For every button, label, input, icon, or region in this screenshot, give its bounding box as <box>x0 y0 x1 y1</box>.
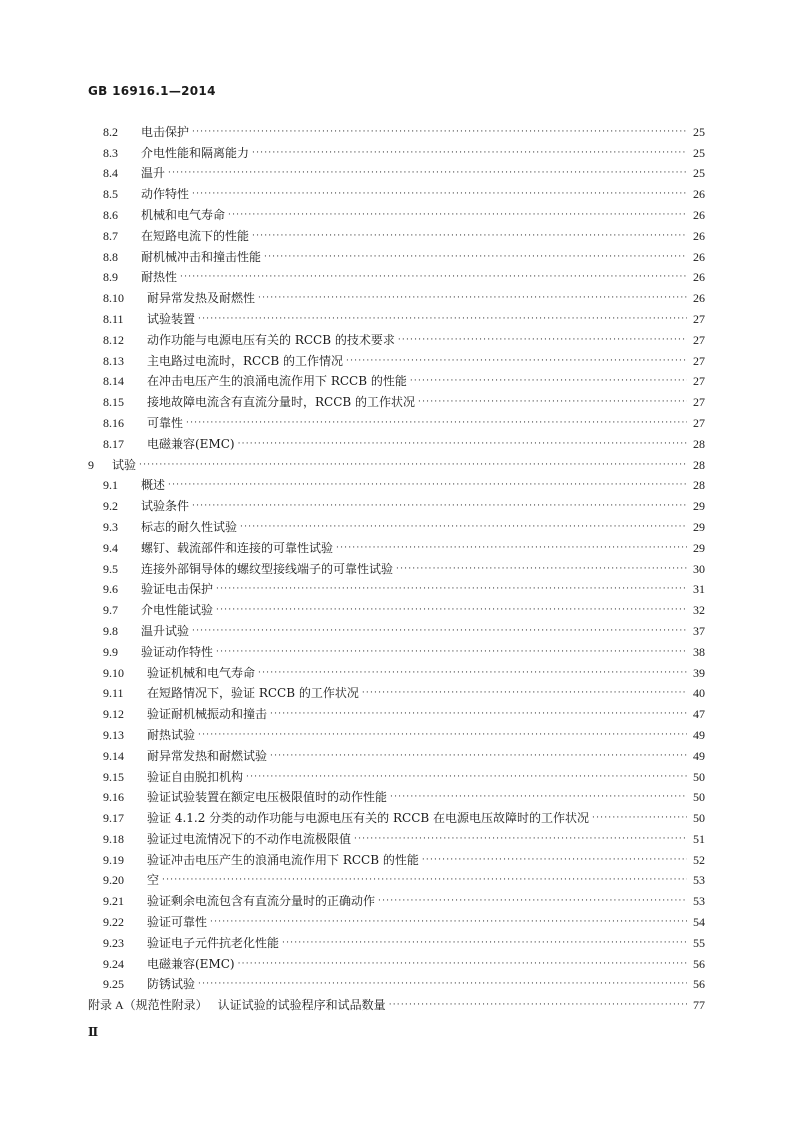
toc-entry-page: 26 <box>693 291 705 306</box>
toc-entry[interactable] <box>88 908 705 929</box>
toc-entry[interactable] <box>88 492 705 513</box>
dot-leader <box>186 416 687 430</box>
toc-entry[interactable] <box>88 513 705 534</box>
toc-entry-number: 9.21 <box>103 894 124 909</box>
toc-entry[interactable] <box>88 846 705 867</box>
dot-leader <box>238 957 687 971</box>
toc-entry[interactable] <box>88 201 705 222</box>
dot-leader <box>398 333 687 347</box>
dot-leader <box>162 873 687 887</box>
toc-entry-number: 8.3 <box>103 145 118 160</box>
toc-entry-number: 9 <box>88 457 94 472</box>
toc-entry-title: 在冲击电压产生的浪涌电流作用下 RCCB 的性能 <box>147 374 407 389</box>
toc-entry[interactable] <box>88 368 705 389</box>
toc-entry-page: 31 <box>693 582 705 597</box>
dot-leader <box>592 811 687 825</box>
toc-entry-page: 26 <box>693 270 705 285</box>
dot-leader <box>410 374 687 388</box>
toc-entry[interactable] <box>88 659 705 680</box>
dot-leader <box>198 312 687 326</box>
toc-entry-title: 介电性能试验 <box>141 603 214 618</box>
toc-entry-page: 25 <box>693 145 705 160</box>
toc-entry-number: 9.3 <box>103 519 118 534</box>
toc-entry[interactable] <box>88 222 705 243</box>
toc-entry[interactable] <box>88 118 705 139</box>
toc-entry-page: 50 <box>693 769 705 784</box>
toc-entry-title: 耐热性 <box>141 270 178 285</box>
dot-leader <box>282 936 687 950</box>
toc-entry-number: 9.18 <box>103 831 124 846</box>
toc-entry-number: 8.11 <box>103 311 124 326</box>
standard-number: GB 16916.1—2014 <box>88 84 216 98</box>
toc-entry-page: 29 <box>693 499 705 514</box>
dot-leader <box>240 520 687 534</box>
toc-entry-title: 耐异常发热和耐燃试验 <box>147 748 268 763</box>
toc-entry[interactable] <box>88 534 705 555</box>
toc-entry[interactable] <box>88 347 705 368</box>
toc-entry-number: 9.15 <box>103 769 124 784</box>
toc-entry-page: 53 <box>693 873 705 888</box>
toc-entry[interactable] <box>88 388 705 409</box>
toc-entry-number: 9.1 <box>103 478 118 493</box>
toc-entry-title: 认证试验的试验程序和试品数量 <box>217 998 386 1013</box>
toc-entry-page: 25 <box>693 166 705 181</box>
dot-leader <box>252 146 687 160</box>
toc-entry[interactable] <box>88 950 705 971</box>
toc-entry[interactable] <box>88 680 705 701</box>
dot-leader <box>362 686 687 700</box>
toc-entry-page: 27 <box>693 353 705 368</box>
toc-entry[interactable] <box>88 617 705 638</box>
toc-entry-number: 8.12 <box>103 332 124 347</box>
toc-entry-number: 9.11 <box>103 686 124 701</box>
toc-entry-title: 可靠性 <box>147 415 184 430</box>
dot-leader <box>252 229 687 243</box>
toc-entry-title: 电击保护 <box>141 124 190 139</box>
toc-entry-number: 8.16 <box>103 415 124 430</box>
toc-entry-number: 8.6 <box>103 207 118 222</box>
toc-entry[interactable] <box>88 284 705 305</box>
toc-entry[interactable] <box>88 971 705 992</box>
toc-entry-title: 主电路过电流时，RCCB 的工作情况 <box>147 353 344 368</box>
toc-entry-number: 8.14 <box>103 374 124 389</box>
toc-entry-title: 验证电击保护 <box>141 582 214 597</box>
toc-entry-number: 8.15 <box>103 395 124 410</box>
toc-entry-page: 55 <box>693 935 705 950</box>
toc-entry-title: 概述 <box>141 478 166 493</box>
dot-leader <box>192 187 687 201</box>
dot-leader <box>270 749 687 763</box>
toc-entry-page: 29 <box>693 540 705 555</box>
toc-entry[interactable] <box>88 721 705 742</box>
toc-entry-page: 50 <box>693 811 705 826</box>
toc-entry-title: 验证过电流情况下的不动作电流极限值 <box>147 831 352 846</box>
toc-entry-number: 9.22 <box>103 915 124 930</box>
toc-entry-page: 25 <box>693 124 705 139</box>
toc-entry-title: 接地故障电流含有直流分量时，RCCB 的工作状况 <box>147 395 416 410</box>
toc-entry-title: 动作功能与电源电压有关的 RCCB 的技术要求 <box>147 332 395 347</box>
toc-entry-page: 53 <box>693 894 705 909</box>
toc-entry-number: 9.19 <box>103 852 124 867</box>
toc-entry-page: 39 <box>693 665 705 680</box>
toc-entry[interactable] <box>88 596 705 617</box>
toc-entry-number: 9.10 <box>103 665 124 680</box>
toc-entry-page: 28 <box>693 457 705 472</box>
toc-entry-number: 9.6 <box>103 582 118 597</box>
toc-entry-page: 54 <box>693 915 705 930</box>
dot-leader <box>228 208 687 222</box>
toc-entry-number: 8.7 <box>103 228 118 243</box>
toc-entry-title: 电磁兼容(EMC) <box>147 436 235 451</box>
toc-entry[interactable] <box>88 887 705 908</box>
toc-entry-number: 9.5 <box>103 561 118 576</box>
toc-entry-number: 9.16 <box>103 790 124 805</box>
toc-entry[interactable] <box>88 326 705 347</box>
toc-entry-page: 77 <box>693 998 705 1013</box>
dot-leader <box>354 832 687 846</box>
dot-leader <box>238 437 687 451</box>
toc-entry-title: 温升 <box>141 166 166 181</box>
dot-leader <box>139 458 687 472</box>
toc-entry-page: 49 <box>693 727 705 742</box>
toc-entry-number: 9.7 <box>103 603 118 618</box>
toc-entry-number: 8.13 <box>103 353 124 368</box>
page-number: Ⅱ <box>88 1025 99 1039</box>
dot-leader <box>258 291 687 305</box>
dot-leader <box>246 770 687 784</box>
dot-leader <box>216 603 687 617</box>
dot-leader <box>192 499 687 513</box>
toc-entry-number: 9.13 <box>103 727 124 742</box>
toc-entry-page: 26 <box>693 187 705 202</box>
toc-entry-page: 40 <box>693 686 705 701</box>
toc-entry[interactable] <box>88 180 705 201</box>
dot-leader <box>336 541 687 555</box>
toc-entry-page: 56 <box>693 956 705 971</box>
toc-entry-title: 验证耐机械振动和撞击 <box>147 707 268 722</box>
toc-entry-number: 附录 A（规范性附录） <box>88 998 208 1013</box>
toc-entry-page: 51 <box>693 831 705 846</box>
toc-entry-page: 50 <box>693 790 705 805</box>
dot-leader <box>396 562 687 576</box>
toc-entry[interactable] <box>88 451 705 472</box>
toc-entry-title: 耐机械冲击和撞击性能 <box>141 249 262 264</box>
dot-leader <box>390 790 687 804</box>
toc-entry-number: 9.9 <box>103 644 118 659</box>
toc-entry-page: 49 <box>693 748 705 763</box>
toc-entry-page: 52 <box>693 852 705 867</box>
toc-entry-page: 27 <box>693 395 705 410</box>
toc-entry[interactable] <box>88 409 705 430</box>
toc-entry-title: 连接外部铜导体的螺纹型接线端子的可靠性试验 <box>141 561 394 576</box>
toc-entry-title: 验证可靠性 <box>147 915 208 930</box>
toc-entry[interactable] <box>88 825 705 846</box>
toc-entry-page: 47 <box>693 707 705 722</box>
toc-entry-page: 29 <box>693 519 705 534</box>
toc-entry[interactable] <box>88 742 705 763</box>
toc-entry-title: 温升试验 <box>141 623 190 638</box>
toc-entry[interactable] <box>88 160 705 181</box>
dot-leader <box>198 728 687 742</box>
dot-leader <box>389 998 687 1012</box>
toc-entry-title: 验证自由脱扣机构 <box>147 769 244 784</box>
toc-entry-number: 9.17 <box>103 811 124 826</box>
toc-entry-title: 螺钉、载流部件和连接的可靠性试验 <box>141 540 334 555</box>
toc-entry-title: 验证机械和电气寿命 <box>147 665 256 680</box>
dot-leader <box>192 125 687 139</box>
toc-entry-page: 26 <box>693 249 705 264</box>
dot-leader <box>264 250 687 264</box>
toc-entry-number: 8.4 <box>103 166 118 181</box>
toc-entry-page: 32 <box>693 603 705 618</box>
toc-entry[interactable] <box>88 763 705 784</box>
dot-leader <box>270 707 687 721</box>
toc-entry[interactable] <box>88 638 705 659</box>
dot-leader <box>258 666 687 680</box>
toc-entry[interactable] <box>88 243 705 264</box>
toc-entry-page: 38 <box>693 644 705 659</box>
toc-entry-number: 8.17 <box>103 436 124 451</box>
toc-entry-title: 验证 4.1.2 分类的动作功能与电源电压有关的 RCCB 在电源电压故障时的工作状况 <box>147 811 590 826</box>
toc-entry-title: 耐异常发热及耐燃性 <box>147 291 256 306</box>
dot-leader <box>378 894 687 908</box>
toc-entry-title: 耐热试验 <box>147 727 196 742</box>
toc-entry[interactable] <box>88 991 705 1012</box>
toc-entry-page: 27 <box>693 415 705 430</box>
toc-entry[interactable] <box>88 555 705 576</box>
toc-entry-page: 27 <box>693 311 705 326</box>
toc-entry[interactable] <box>88 430 705 451</box>
toc-entry-title: 电磁兼容(EMC) <box>147 956 235 971</box>
dot-leader <box>192 624 687 638</box>
toc-entry-title: 试验 <box>112 457 137 472</box>
toc-entry-number: 8.5 <box>103 187 118 202</box>
dot-leader <box>346 354 687 368</box>
toc-entry-title: 验证动作特性 <box>141 644 214 659</box>
toc-entry-title: 验证电子元件抗老化性能 <box>147 935 280 950</box>
toc-entry-number: 8.10 <box>103 291 124 306</box>
toc-entry-page: 26 <box>693 228 705 243</box>
toc-entry[interactable] <box>88 264 705 285</box>
toc-entry[interactable] <box>88 929 705 950</box>
dot-leader <box>168 166 687 180</box>
toc-entry-page: 37 <box>693 623 705 638</box>
toc-entry[interactable] <box>88 576 705 597</box>
toc-entry-page: 26 <box>693 207 705 222</box>
toc-entry-title: 标志的耐久性试验 <box>141 519 238 534</box>
toc-entry[interactable] <box>88 804 705 825</box>
toc-entry-number: 9.12 <box>103 707 124 722</box>
toc-entry[interactable] <box>88 472 705 493</box>
dot-leader <box>198 977 687 991</box>
toc-entry-title: 验证试验装置在额定电压极限值时的动作性能 <box>147 790 388 805</box>
toc-entry-page: 28 <box>693 436 705 451</box>
toc-entry-page: 56 <box>693 977 705 992</box>
table-of-contents <box>88 118 705 1012</box>
toc-entry-number: 9.24 <box>103 956 124 971</box>
toc-entry-number: 8.9 <box>103 270 118 285</box>
toc-entry-title: 防锈试验 <box>147 977 196 992</box>
toc-entry-number: 9.23 <box>103 935 124 950</box>
toc-entry[interactable] <box>88 784 705 805</box>
toc-entry-title: 介电性能和隔离能力 <box>141 145 250 160</box>
dot-leader <box>418 395 687 409</box>
toc-entry[interactable] <box>88 867 705 888</box>
toc-entry[interactable] <box>88 700 705 721</box>
toc-entry[interactable] <box>88 139 705 160</box>
toc-entry-page: 27 <box>693 374 705 389</box>
dot-leader <box>180 270 687 284</box>
toc-entry-title: 空 <box>147 873 160 888</box>
toc-entry-page: 27 <box>693 332 705 347</box>
toc-entry-title: 验证剩余电流包含有直流分量时的正确动作 <box>147 894 376 909</box>
toc-entry[interactable] <box>88 305 705 326</box>
toc-entry-number: 8.2 <box>103 124 118 139</box>
toc-entry-number: 9.25 <box>103 977 124 992</box>
dot-leader <box>422 853 687 867</box>
toc-entry-title: 试验装置 <box>147 311 196 326</box>
toc-entry-title: 验证冲击电压产生的浪涌电流作用下 RCCB 的性能 <box>147 852 419 867</box>
toc-entry-number: 9.20 <box>103 873 124 888</box>
toc-entry-number: 9.8 <box>103 623 118 638</box>
dot-leader <box>168 478 687 492</box>
dot-leader <box>210 915 687 929</box>
toc-entry-title: 在短路电流下的性能 <box>141 228 250 243</box>
toc-entry-page: 28 <box>693 478 705 493</box>
toc-entry-number: 9.4 <box>103 540 118 555</box>
dot-leader <box>216 645 687 659</box>
toc-entry-number: 9.14 <box>103 748 124 763</box>
toc-entry-page: 30 <box>693 561 705 576</box>
toc-entry-number: 9.2 <box>103 499 118 514</box>
toc-entry-title: 试验条件 <box>141 499 190 514</box>
toc-entry-title: 在短路情况下，验证 RCCB 的工作状况 <box>147 686 359 701</box>
toc-entry-title: 动作特性 <box>141 187 190 202</box>
toc-entry-number: 8.8 <box>103 249 118 264</box>
dot-leader <box>216 582 687 596</box>
toc-entry-title: 机械和电气寿命 <box>141 207 226 222</box>
